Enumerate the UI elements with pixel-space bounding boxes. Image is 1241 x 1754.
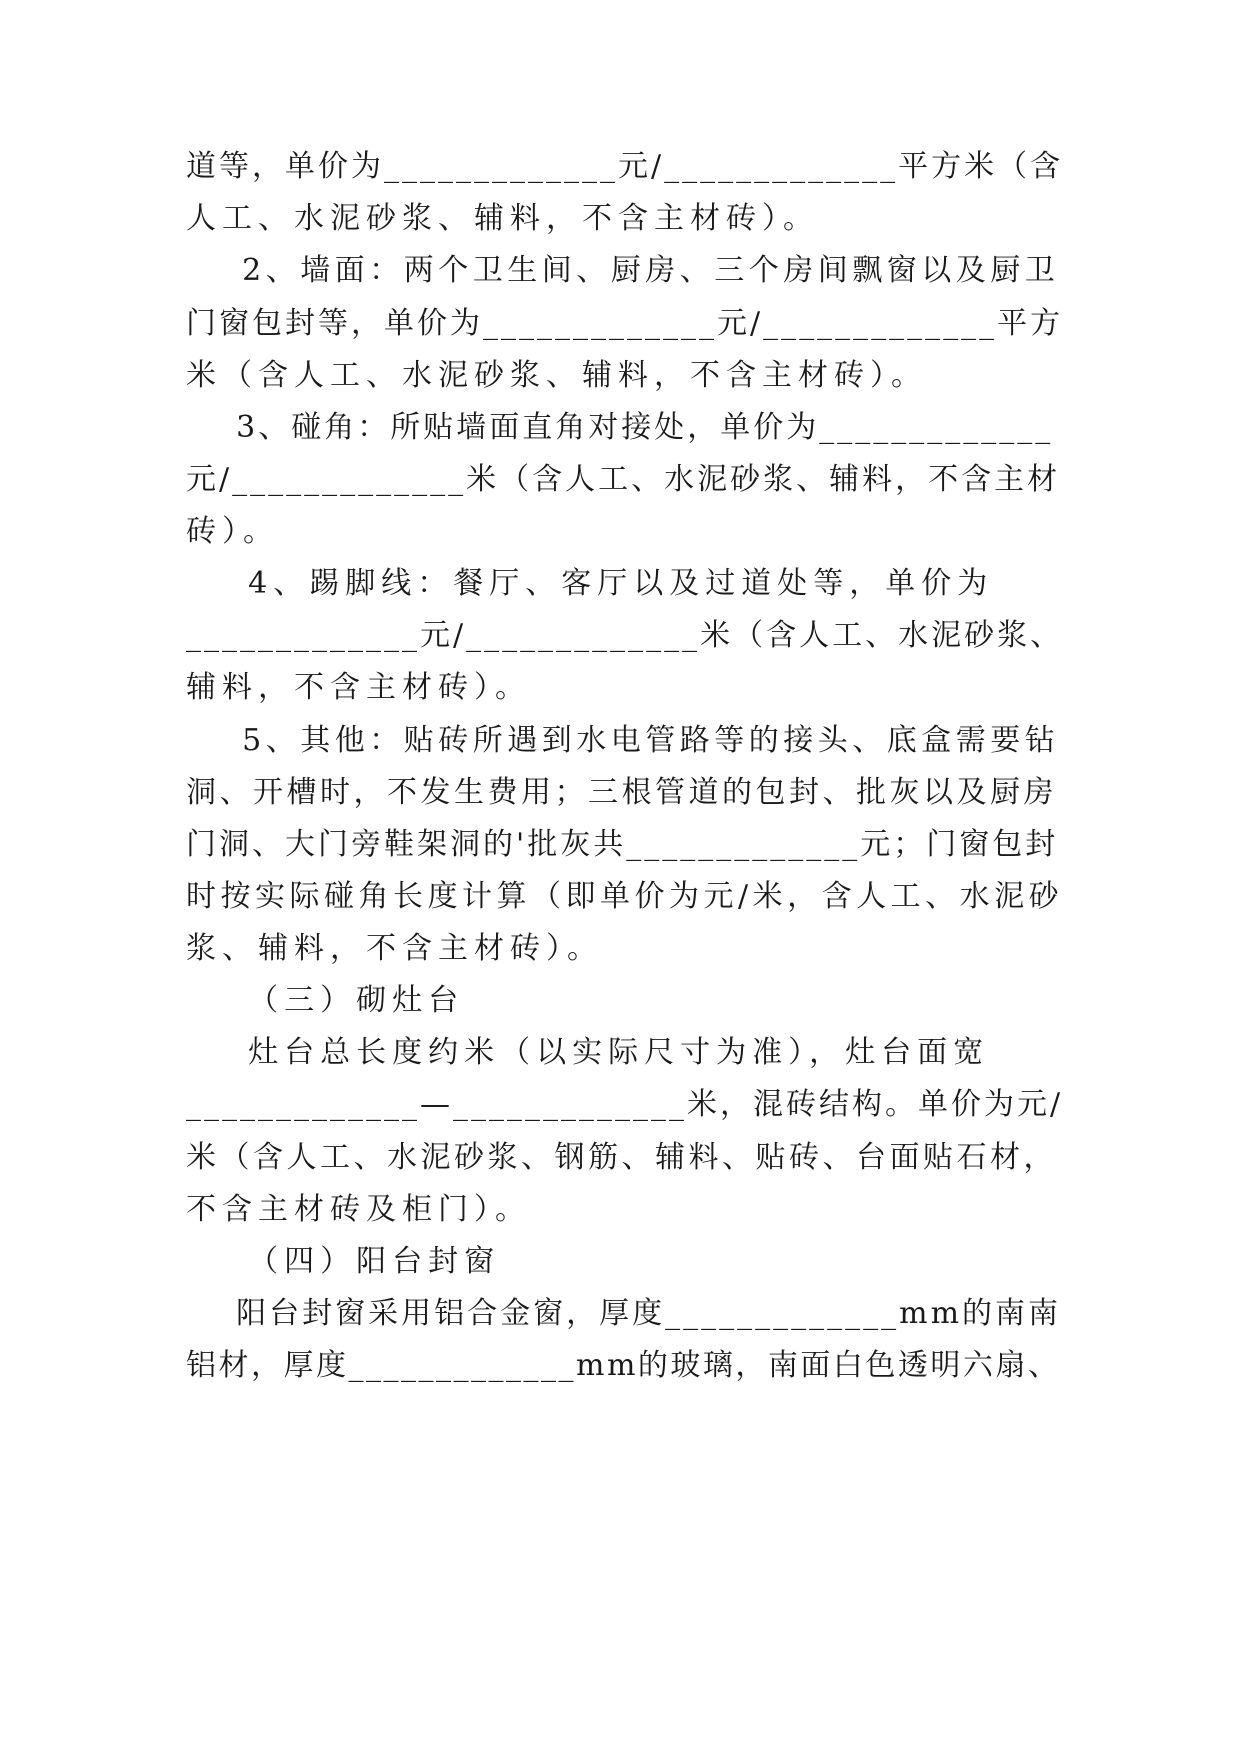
text-line: 2、墙面：两个卫生间、厨房、三个房间飘窗以及厨卫 <box>186 253 1060 288</box>
text-line: 4、踢脚线：餐厅、客厅以及过道处等，单价为 <box>186 566 994 601</box>
text-line: 阳台封窗采用铝合金窗，厚度_____________mm的南南 <box>186 1296 1062 1331</box>
text-line: 门洞、大门旁鞋架洞的'批灰共_____________元；门窗包封 <box>186 827 1059 862</box>
text-line: （三）砌灶台 <box>186 983 465 1018</box>
text-line: 米（含人工、水泥砂浆、钢筋、辅料、贴砖、台面贴石材， <box>186 1140 1057 1175</box>
text-line: _____________—_____________米，混砖结构。单价为元/ <box>186 1087 1064 1122</box>
text-line: 元/_____________米（含人工、水泥砂浆、辅料，不含主材 <box>186 462 1061 497</box>
text-line: 时按实际碰角长度计算（即单价为元/米，含人工、水泥砂 <box>186 879 1064 914</box>
text-line: 道等，单价为_____________元/_____________平方米（含 <box>186 149 1064 184</box>
text-line: 不含主材砖及柜门）。 <box>186 1192 531 1227</box>
text-line: 浆、辅料，不含主材砖）。 <box>186 931 603 966</box>
text-line: 3、碰角：所贴墙面直角对接处，单价为_____________ <box>186 410 1054 445</box>
text-line: 灶台总长度约米（以实际尺寸为准），灶台面宽 <box>186 1035 990 1070</box>
text-line: 辅料，不含主材砖）。 <box>186 670 531 705</box>
text-line: （四）阳台封窗 <box>186 1244 501 1279</box>
text-line: 米（含人工、水泥砂浆、辅料，不含主材砖）。 <box>186 358 927 393</box>
text-line: 门窗包封等，单价为_____________元/_____________平方 <box>186 306 1064 341</box>
text-line: 5、其他：贴砖所遇到水电管路等的接头、底盒需要钻 <box>186 723 1060 758</box>
text-line: 铝材，厚度_____________mm的玻璃，南面白色透明六扇、 <box>186 1348 1061 1383</box>
text-line: 洞、开槽时，不发生费用；三根管道的包封、批灰以及厨房 <box>186 775 1057 810</box>
text-line: 砖）。 <box>186 514 279 549</box>
text-line: 人工、水泥砂浆、辅料，不含主材砖）。 <box>186 201 819 236</box>
text-line: _____________元/_____________米（含人工、水泥砂浆、 <box>186 618 1064 653</box>
